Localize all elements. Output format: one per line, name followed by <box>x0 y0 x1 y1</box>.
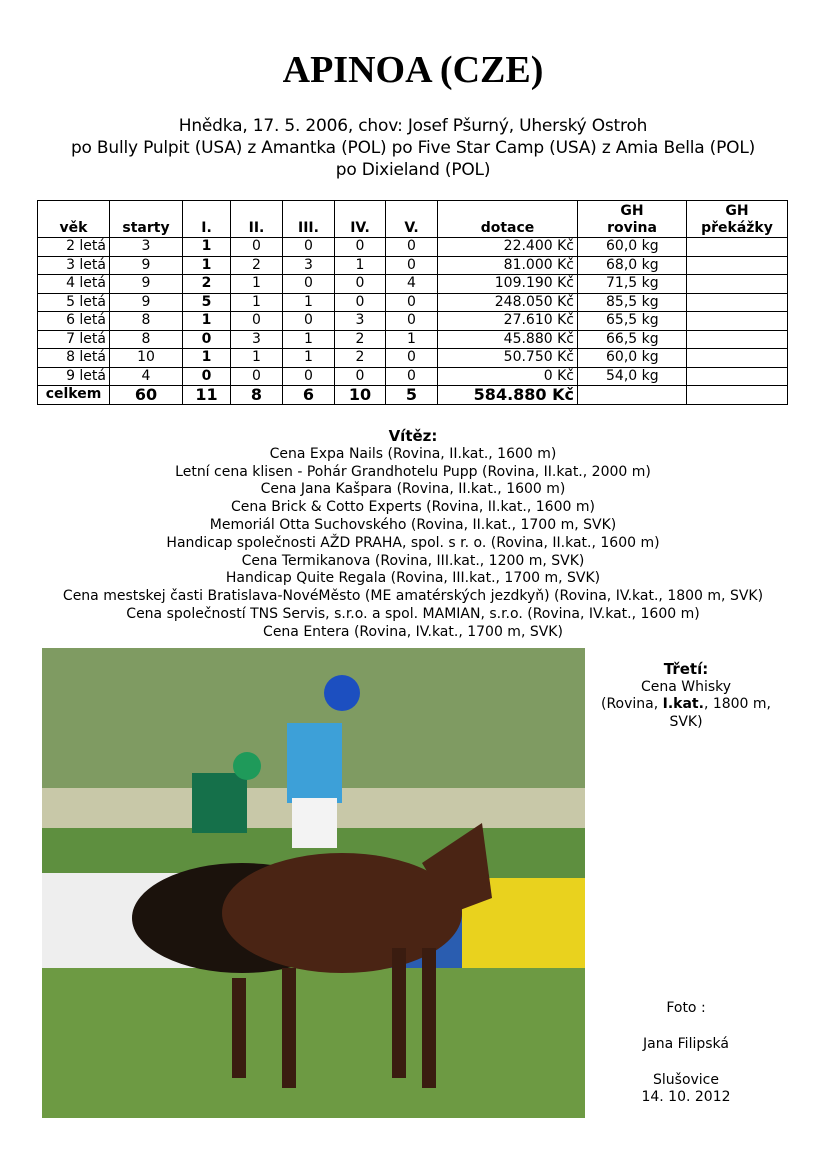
table-cell: 1 <box>283 349 335 368</box>
table-cell: 0 <box>231 312 283 331</box>
table-cell: 54,0 kg <box>578 367 687 386</box>
table-cell: 50.750 Kč <box>438 349 578 368</box>
third-detail-pre: (Rovina, <box>600 696 663 712</box>
winner-race: Memoriál Otta Suchovského (Rovina, II.kat., 1700 m, SVK) <box>209 516 617 533</box>
table-cell: 9 <box>110 275 183 294</box>
table-cell: 0 <box>386 312 438 331</box>
table-cell: 1 <box>231 349 283 368</box>
table-cell: 1 <box>231 293 283 312</box>
table-cell: 0 <box>283 275 335 294</box>
table-row <box>38 275 788 294</box>
table-cell: 1 <box>283 330 335 349</box>
total-cell: 584.880 Kč <box>438 386 578 405</box>
winner-race: Cena Expa Nails (Rovina, II.kat., 1600 m) <box>269 445 557 462</box>
table-cell: 1 <box>183 256 231 275</box>
table-row <box>38 293 788 312</box>
table-cell: 248.050 Kč <box>438 293 578 312</box>
table-cell: 66,5 kg <box>578 330 687 349</box>
winner-race: Cena Termikanova (Rovina, III.kat., 1200 m, SVK) <box>241 552 585 569</box>
winner-race: Cena Jana Kašpara (Rovina, II.kat., 1600 m) <box>260 481 566 498</box>
table-cell: 0 <box>231 238 283 257</box>
table-cell: 0 <box>386 349 438 368</box>
header-text: dotace <box>480 220 535 236</box>
total-cell: 11 <box>183 386 231 405</box>
table-cell <box>687 293 788 312</box>
horse-name-title: APINOA (CZE) <box>282 49 544 91</box>
table-cell: 3 <box>335 312 386 331</box>
winner-race: Cena Entera (Rovina, IV.kat., 1700 m, SVK) <box>263 623 563 640</box>
table-row <box>38 330 788 349</box>
table-cell: 3 letá <box>38 256 110 275</box>
table-cell: 8 letá <box>38 349 110 368</box>
table-cell: 1 <box>283 293 335 312</box>
column-header <box>283 201 335 238</box>
table-cell <box>687 349 788 368</box>
table-cell: 0 <box>183 367 231 386</box>
table-cell: 2 <box>335 330 386 349</box>
winner-race: Handicap společnosti AŽD PRAHA, spol. s r. o. (Rovina, II.kat., 1600 m) <box>166 534 660 551</box>
table-cell: 0 <box>335 367 386 386</box>
table-cell: 5 letá <box>38 293 110 312</box>
table-cell: 0 <box>386 256 438 275</box>
table-cell: 0 <box>183 330 231 349</box>
table-cell: 65,5 kg <box>578 312 687 331</box>
photo-credit-label: Foto : <box>666 1000 706 1016</box>
table-cell: 0 <box>335 275 386 294</box>
table-cell: 1 <box>386 330 438 349</box>
header-text: II. <box>248 220 265 236</box>
column-header <box>231 201 283 238</box>
table-cell: 1 <box>335 256 386 275</box>
header-text: GH <box>725 203 749 219</box>
table-cell: 4 letá <box>38 275 110 294</box>
total-cell: 10 <box>335 386 386 405</box>
table-row <box>38 367 788 386</box>
table-cell: 0 <box>386 367 438 386</box>
third-detail-post: , 1800 m, <box>703 696 772 712</box>
winner-race: Letní cena klisen - Pohár Grandhotelu Pupp (Rovina, II.kat., 2000 m) <box>175 463 651 480</box>
table-cell <box>687 275 788 294</box>
table-cell <box>687 330 788 349</box>
table-cell: 1 <box>231 275 283 294</box>
table-cell: 45.880 Kč <box>438 330 578 349</box>
table-cell: 4 <box>110 367 183 386</box>
pedigree-line: po Bully Pulpit (USA) z Amantka (POL) po Five Star Camp (USA) z Amia Bella (POL) <box>70 138 756 158</box>
header-text: rovina <box>607 220 657 236</box>
table-cell: 71,5 kg <box>578 275 687 294</box>
table-cell <box>687 256 788 275</box>
table-cell: 0 <box>283 312 335 331</box>
table-cell: 0 <box>283 238 335 257</box>
table-cell: 8 <box>110 312 183 331</box>
total-row <box>38 386 788 405</box>
table-cell: 2 <box>183 275 231 294</box>
table-cell: 60,0 kg <box>578 349 687 368</box>
table-cell: 1 <box>183 238 231 257</box>
total-cell <box>687 386 788 405</box>
table-cell: 10 <box>110 349 183 368</box>
header-text: věk <box>59 220 88 236</box>
table-cell: 9 <box>110 293 183 312</box>
table-cell: 1 <box>183 349 231 368</box>
race-stats-table <box>37 200 788 405</box>
table-cell: 81.000 Kč <box>438 256 578 275</box>
winner-race: Cena Brick & Cotto Experts (Rovina, II.kat., 1600 m) <box>231 499 595 516</box>
table-row <box>38 256 788 275</box>
table-cell: 0 <box>335 293 386 312</box>
table-cell: 4 <box>386 275 438 294</box>
table-cell: 5 <box>183 293 231 312</box>
header-text: V. <box>404 220 419 236</box>
table-cell: 2 <box>335 349 386 368</box>
table-cell: 3 <box>231 330 283 349</box>
table-cell: 9 <box>110 256 183 275</box>
header-text: GH <box>620 203 644 219</box>
total-cell: 8 <box>231 386 283 405</box>
table-cell: 22.400 Kč <box>438 238 578 257</box>
total-cell: celkem <box>38 386 110 405</box>
header-text: I. <box>201 220 212 236</box>
winner-list <box>0 428 826 642</box>
table-cell: 9 letá <box>38 367 110 386</box>
table-cell: 68,0 kg <box>578 256 687 275</box>
column-header <box>183 201 231 238</box>
table-cell: 8 <box>110 330 183 349</box>
horse-race-photo-illustration <box>42 648 585 1118</box>
total-cell: 6 <box>283 386 335 405</box>
column-header <box>687 201 788 238</box>
table-cell: 0 <box>386 293 438 312</box>
winner-heading: Vítěz: <box>388 427 438 445</box>
third-race: Cena Whisky <box>640 678 732 695</box>
photo-credit-date: 14. 10. 2012 <box>641 1089 731 1105</box>
total-cell: 5 <box>386 386 438 405</box>
table-cell: 0 <box>335 238 386 257</box>
third-category: I.kat. <box>662 696 704 712</box>
total-cell: 60 <box>110 386 183 405</box>
table-cell: 27.610 Kč <box>438 312 578 331</box>
table-cell: 0 <box>283 367 335 386</box>
header-text: IV. <box>350 220 370 236</box>
table-cell: 2 letá <box>38 238 110 257</box>
table-cell: 6 letá <box>38 312 110 331</box>
photo-credit-author: Jana Filipská <box>643 1036 729 1052</box>
winner-race: Cena mestskej časti Bratislava-NovéMěsto (ME amatérských jezdkyň) (Rovina, IV.kat., 1800 m, SVK) <box>62 588 764 605</box>
table-cell <box>687 238 788 257</box>
table-cell: 2 <box>231 256 283 275</box>
table-cell: 109.190 Kč <box>438 275 578 294</box>
race-photo <box>42 648 585 1118</box>
winner-race: Handicap Quite Regala (Rovina, III.kat., 1700 m, SVK) <box>225 570 601 587</box>
table-cell: 3 <box>110 238 183 257</box>
table-cell: 60,0 kg <box>578 238 687 257</box>
third-place <box>596 661 776 731</box>
table-cell: 1 <box>183 312 231 331</box>
header-text: starty <box>122 220 170 236</box>
horse-info: Hnědka, 17. 5. 2006, chov: Josef Pšurný, Uherský Ostroh <box>178 116 648 136</box>
third-race-country: SVK) <box>669 713 703 730</box>
table-cell <box>687 312 788 331</box>
third-heading: Třetí: <box>663 660 709 678</box>
table-cell: 0 <box>386 238 438 257</box>
pedigree-line-2: po Dixieland (POL) <box>335 160 491 180</box>
column-header <box>438 201 578 238</box>
table-cell: 7 letá <box>38 330 110 349</box>
header-text: překážky <box>701 220 773 236</box>
table-row <box>38 238 788 257</box>
column-header <box>386 201 438 238</box>
table-cell <box>687 367 788 386</box>
column-header <box>38 201 110 238</box>
table-row <box>38 312 788 331</box>
third-race-details <box>596 696 776 714</box>
photo-credit-place: Slušovice <box>653 1072 719 1088</box>
table-cell: 0 <box>231 367 283 386</box>
table-cell: 0 Kč <box>438 367 578 386</box>
total-cell <box>578 386 687 405</box>
winner-race: Cena společností TNS Servis, s.r.o. a spol. MAMIAN, s.r.o. (Rovina, IV.kat., 1600 m) <box>126 605 700 622</box>
column-header <box>110 201 183 238</box>
column-header <box>335 201 386 238</box>
column-header <box>578 201 687 238</box>
header-text: III. <box>298 220 319 236</box>
table-cell: 3 <box>283 256 335 275</box>
table-row <box>38 349 788 368</box>
table-cell: 85,5 kg <box>578 293 687 312</box>
